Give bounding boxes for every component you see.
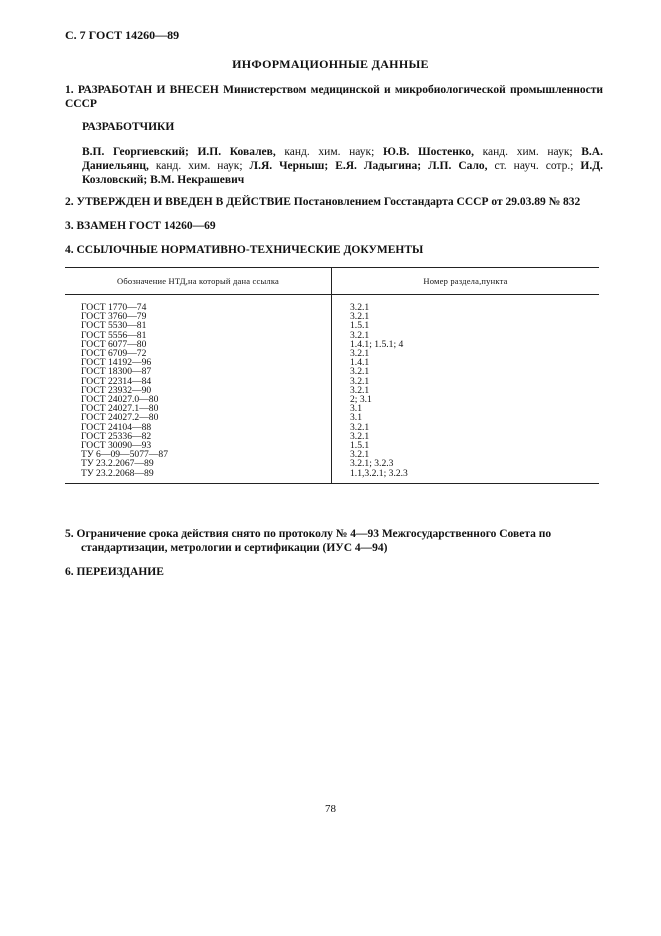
section-number-cell: 3.2.1: [350, 421, 370, 433]
section-number-cell: 3.1: [350, 412, 362, 424]
section-3-number: 3.: [65, 220, 74, 232]
page-title: ИНФОРМАЦИОННЫЕ ДАННЫЕ: [232, 57, 429, 71]
column-header-document: Обозначение НТД,на который дана ссылка: [65, 268, 332, 295]
section-number-cell: 3.2.1: [350, 348, 370, 360]
developer-title: канд. хим. наук;: [155, 160, 243, 172]
document-designation-cell: ГОСТ 5530—81: [65, 321, 332, 330]
document-designation-cell: ГОСТ 22314—84: [65, 377, 332, 386]
document-designation-cell: ГОСТ 24027.2—80: [65, 413, 332, 422]
section-number-cell: 3.2.1: [350, 311, 370, 323]
document-designation-cell: ГОСТ 24104—88: [65, 423, 332, 432]
section-5: [65, 527, 603, 555]
document-designation-cell: ТУ 23.2.2068—89: [65, 469, 332, 484]
document-designation-cell: ГОСТ 25336—82: [65, 432, 332, 441]
section-4-number: 4.: [65, 244, 74, 256]
section-number-cell: 3.2.1: [350, 302, 370, 313]
section-5-line-2: стандартизации, метрологии и сертификации (ИУС 4—94): [81, 542, 388, 554]
section-number-cell: 3.2.1: [350, 430, 370, 442]
document-designation-cell: ГОСТ 3760—79: [65, 312, 332, 321]
developer-name: И.П. Ковалев,: [197, 146, 276, 158]
developer-name: Л.П. Сало,: [428, 160, 488, 172]
section-2-number: 2.: [65, 196, 74, 208]
section-number-cell: 1.1,3.2.1; 3.2.3: [332, 469, 600, 484]
section-1-label: РАЗРАБОТАН И ВНЕСЕН: [77, 84, 219, 96]
section-number-cell: 1.5.1: [350, 320, 370, 332]
document-designation-cell: ГОСТ 5556—81: [65, 331, 332, 340]
section-2-text: УТВЕРЖДЕН И ВВЕДЕН В ДЕЙСТВИЕ Постановлением Госстандарта СССР от 29.03.89 № 832: [76, 196, 581, 208]
section-4-text: ССЫЛОЧНЫЕ НОРМАТИВНО-ТЕХНИЧЕСКИЕ ДОКУМЕНТЫ: [76, 244, 424, 256]
developer-name: В.М. Некрашевич: [150, 174, 245, 186]
section-number-cell: 3.2.1: [350, 375, 370, 387]
document-designation-cell: ГОСТ 1770—74: [65, 295, 332, 313]
developer-name: Е.Я. Ладыгина;: [335, 160, 422, 172]
section-number-cell: 3.1: [350, 403, 362, 415]
section-6: [65, 565, 164, 579]
table-header-row: [65, 268, 599, 295]
section-6-text: ПЕРЕИЗДАНИЕ: [76, 566, 164, 578]
document-designation-cell: ГОСТ 18300—87: [65, 367, 332, 376]
table-body: [65, 295, 599, 484]
section-number-cell: 3.2.1: [350, 384, 370, 396]
section-5-line-1: Ограничение срока действия снято по протоколу № 4—93 Межгосударственного Совета по: [76, 528, 552, 540]
developer-name: В.П. Георгиевский;: [82, 146, 189, 158]
section-5-number: 5.: [65, 528, 74, 540]
document-designation-cell: ГОСТ 24027.0—80: [65, 395, 332, 404]
developer-name: В.А. Даниельянц,: [82, 146, 603, 172]
section-1-number: 1.: [65, 84, 74, 96]
section-2: [65, 195, 580, 209]
developers-heading: РАЗРАБОТЧИКИ: [82, 121, 175, 133]
table-row: [65, 295, 599, 313]
developer-title: канд. хим. наук;: [284, 146, 375, 158]
developer-title: канд. хим. наук;: [482, 146, 573, 158]
document-designation-cell: ТУ 23.2.2067—89: [65, 459, 332, 468]
document-designation-cell: ГОСТ 6077—80: [65, 340, 332, 349]
reference-documents-table: [65, 267, 599, 484]
document-designation-cell: ГОСТ 6709—72: [65, 349, 332, 358]
document-designation-cell: ГОСТ 14192—96: [65, 358, 332, 367]
section-number-cell: 2; 3.1: [350, 394, 372, 406]
section-number-cell: 3.2.1: [350, 366, 370, 378]
document-designation-cell: ТУ 6—09—5077—87: [65, 450, 332, 459]
document-designation-cell: ГОСТ 24027.1—80: [65, 404, 332, 413]
document-designation-cell: ГОСТ 23932—90: [65, 386, 332, 395]
section-3-text: ВЗАМЕН ГОСТ 14260—69: [76, 220, 216, 232]
column-header-section: Номер раздела,пункта: [332, 268, 600, 295]
section-4: [65, 243, 423, 257]
developer-name: И.Д. Козловский;: [82, 160, 604, 186]
section-1: [65, 83, 603, 111]
document-designation-cell: ГОСТ 30090—93: [65, 441, 332, 450]
section-3: [65, 219, 216, 233]
section-number-cell: 1.4.1; 1.5.1; 4: [350, 338, 404, 350]
table-row: [65, 469, 599, 484]
section-number-cell: 3.2.1: [350, 329, 370, 341]
section-6-number: 6.: [65, 566, 74, 578]
section-1-text: Министерством медицинской и микробиологической промышленности СССР: [65, 84, 604, 110]
section-number-cell: 1.4.1: [350, 357, 370, 369]
developer-name: Ю.В. Шостенко,: [383, 146, 474, 158]
page-number: 78: [325, 803, 336, 815]
developer-title: ст. науч. сотр.;: [494, 160, 574, 172]
page-header: С. 7 ГОСТ 14260—89: [65, 28, 180, 42]
section-number-cell: 3.2.1: [350, 449, 370, 461]
section-number-cell: 1.5.1: [350, 440, 370, 452]
developer-name: Л.Я. Черныш;: [249, 160, 329, 172]
section-number-cell: 3.2.1; 3.2.3: [350, 458, 394, 470]
developers-list: [82, 145, 603, 187]
